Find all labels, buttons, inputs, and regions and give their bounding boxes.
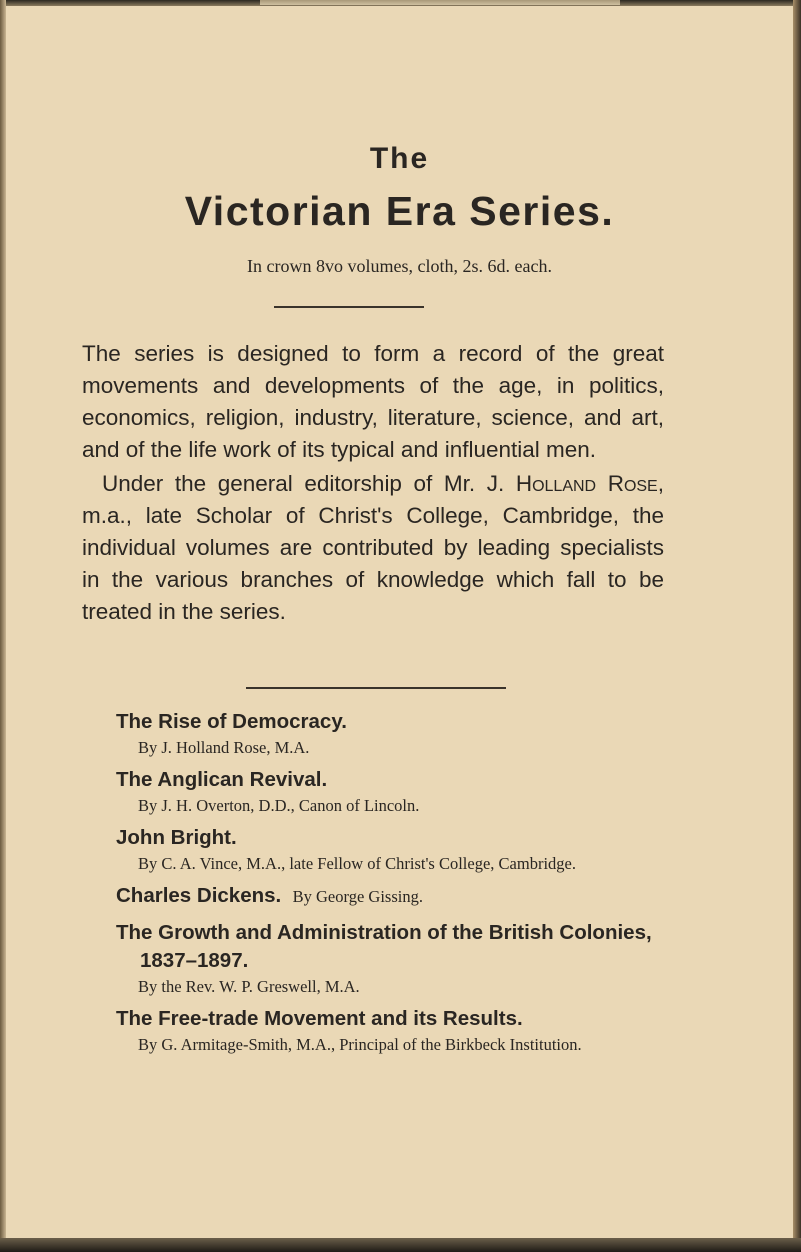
book-title: The Free-trade Movement and its Results. bbox=[116, 1007, 523, 1030]
book-entry bbox=[116, 708, 672, 758]
book-author: By J. Holland Rose, M.A. bbox=[138, 738, 310, 757]
book-entry bbox=[116, 1005, 672, 1055]
book-title: The Growth and Administration of the British Colonies, 1837–1897. bbox=[116, 921, 652, 972]
intro-paragraph-2-after: , m.a., late Scholar of Christ's College, Cambridge, the individual volumes are contributed by leading specialists in the various branches of knowledge which fall to be treated in the series. bbox=[82, 471, 664, 624]
book-entry bbox=[116, 766, 672, 816]
book-entry bbox=[116, 824, 672, 874]
series-description bbox=[82, 338, 664, 628]
book-title-with-author bbox=[116, 882, 672, 911]
page-top-edge-highlight bbox=[260, 0, 620, 5]
divider-rule bbox=[246, 687, 506, 689]
book-title: John Bright. bbox=[116, 826, 237, 849]
series-title: Victorian Era Series. bbox=[184, 188, 615, 234]
book-author: By George Gissing. bbox=[292, 887, 423, 906]
book-author: By J. H. Overton, D.D., Canon of Lincoln. bbox=[138, 796, 420, 815]
intro-paragraph-2-before: Under the general editorship of Mr. J. bbox=[102, 471, 516, 496]
divider-rule bbox=[274, 306, 424, 308]
book-author: By G. Armitage-Smith, M.A., Principal of the Birkbeck Institution. bbox=[138, 1035, 582, 1054]
book-list bbox=[116, 708, 672, 1063]
book-title: The Anglican Revival. bbox=[116, 768, 328, 791]
editor-name: Holland Rose bbox=[515, 471, 658, 496]
series-subtitle: In crown 8vo volumes, cloth, 2s. 6d. each. bbox=[247, 256, 552, 276]
intro-paragraph-2 bbox=[82, 468, 664, 628]
book-author: By C. A. Vince, M.A., late Fellow of Christ's College, Cambridge. bbox=[138, 854, 576, 873]
book-title: Charles Dickens. bbox=[116, 884, 282, 907]
book-entry bbox=[116, 919, 672, 997]
page-bottom-edge bbox=[0, 1238, 801, 1252]
header-the: The bbox=[369, 142, 430, 175]
intro-paragraph-1: The series is designed to form a record of the great movements and developments of the age, in politics, economics, religion, industry, literature, science, and art, and of the life work of its typical and influential men. bbox=[82, 341, 664, 462]
page-right-edge bbox=[793, 0, 801, 1252]
book-entry bbox=[116, 882, 672, 919]
book-author: By the Rev. W. P. Greswell, M.A. bbox=[138, 977, 360, 996]
book-title: The Rise of Democracy. bbox=[116, 710, 347, 733]
book-page bbox=[6, 6, 793, 1238]
